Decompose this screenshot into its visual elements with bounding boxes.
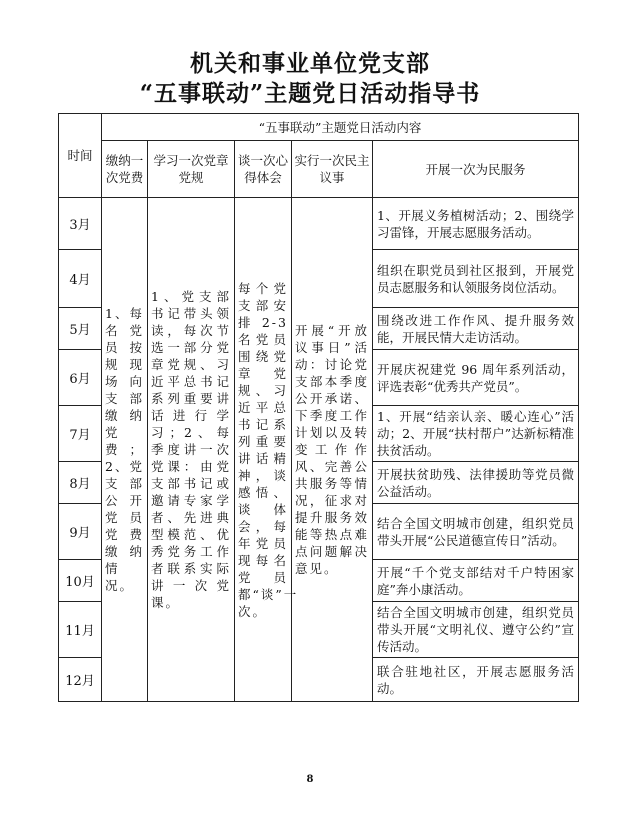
header-democracy: 实行一次民主议事 [292,141,373,198]
month-cell: 7月 [59,406,102,462]
dues-content: 1、每名党员按规现场向支部缴纳党费；2、党支部公开党员党费缴纳情况。 [102,198,148,702]
service-cell: 1、开展“结亲认亲、暖心连心”活动；2、开展“扶村帮户”达新标精准扶贫活动。 [373,406,579,462]
service-cell: 开展庆祝建党 96 周年系列活动，评选表彰“优秀共产党员”。 [373,350,579,406]
month-cell: 5月 [59,308,102,350]
month-cell: 10月 [59,560,102,602]
header-study: 学习一次党章党规 [148,141,235,198]
service-cell: 结合全国文明城市创建，组织党员带头开展“公民道德宣传日”活动。 [373,504,579,560]
page-number: 8 [306,774,314,785]
document-title-line1: 机关和事业单位党支部 [190,50,430,77]
month-cell: 12月 [59,658,102,702]
header-time: 时间 [59,114,102,198]
month-cell: 8月 [59,462,102,504]
service-cell: 1、开展义务植树活动；2、围绕学习雷锋，开展志愿服务活动。 [373,198,579,250]
talk-content: 每个党支部安排2-3名党员围绕党章党规、习近平总书记系列重要讲话精神，谈感悟、谈体会，每年党员现每名党员都“谈”一次。 [235,198,292,702]
activity-guide-table [58,113,579,702]
document-title-line2: “五事联动”主题党日活动指导书 [139,80,481,107]
month-cell: 3月 [59,198,102,250]
service-cell: 组织在职党员到社区报到，开展党员志愿服务和认领服务岗位活动。 [373,250,579,308]
service-cell: 开展扶贫助残、法律援助等党员微公益活动。 [373,462,579,504]
month-cell: 11月 [59,602,102,658]
service-cell: 联合驻地社区，开展志愿服务活动。 [373,658,579,702]
header-talk: 谈一次心得体会 [235,141,292,198]
study-content: 1、党支部书记带头领读，每次节选一部分党章党规、习近平总书记系列重要讲话进行学习；2、每季度讲一次党课：由党支部书记或邀请专家学者、先进典型模范、优秀党务工作者联系实际讲一次党课。 [148,198,235,702]
header-dues: 缴纳一次党费 [102,141,148,198]
service-cell: 开展“千个党支部结对千户特困家庭”奔小康活动。 [373,560,579,602]
month-cell: 4月 [59,250,102,308]
header-service: 开展一次为民服务 [373,141,579,198]
service-cell: 围绕改进工作作风、提升服务效能，开展民情大走访活动。 [373,308,579,350]
header-group: “五事联动”主题党日活动内容 [102,114,579,141]
month-cell: 6月 [59,350,102,406]
democracy-content: 开展“开放议事日”活动：讨论党支部本季度公开承诺、下季度工作计划以及转变工作作风、完善公共服务等情况，征求对提升服务效能等热点难点问题解决意见。 [292,198,373,702]
service-cell: 结合全国文明城市创建，组织党员带头开展“文明礼仪、遵守公约”宣传活动。 [373,602,579,658]
month-cell: 9月 [59,504,102,560]
